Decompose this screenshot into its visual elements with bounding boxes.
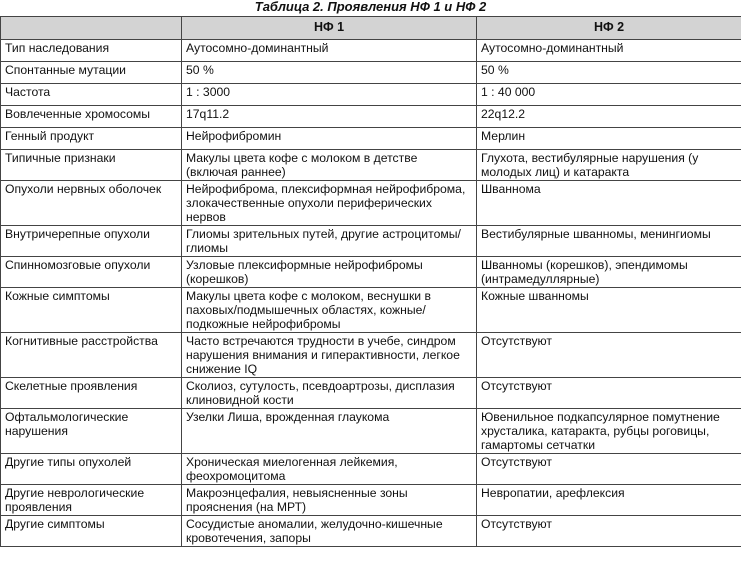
table-row (1, 333, 741, 378)
feature-cell: Спонтанные мутации (1, 62, 182, 84)
nf2-cell: Мерлин (477, 128, 741, 150)
nf1-cell: Глиомы зрительных путей, другие астроцитомы/глиомы (182, 226, 477, 257)
feature-cell: Другие симптомы (1, 516, 182, 547)
nf2-cell: Глухота, вестибулярные нарушения (у молодых лиц) и катаракта (477, 150, 741, 181)
table-row (1, 288, 741, 333)
nf1-cell: 50 % (182, 62, 477, 84)
feature-cell: Внутричерепные опухоли (1, 226, 182, 257)
nf1-cell: Аутосомно-доминантный (182, 40, 477, 62)
table-row (1, 226, 741, 257)
nf2-cell: Шваннома (477, 181, 741, 226)
table-row (1, 516, 741, 547)
table-row (1, 84, 741, 106)
feature-cell: Частота (1, 84, 182, 106)
table-row (1, 40, 741, 62)
table-header-row (1, 17, 741, 40)
table-row (1, 62, 741, 84)
table-row (1, 106, 741, 128)
header-feature (1, 17, 182, 40)
feature-cell: Кожные симптомы (1, 288, 182, 333)
nf1-cell: Макулы цвета кофе с молоком, веснушки в паховых/подмышечных областях, кожные/подкожные нейрофибромы (182, 288, 477, 333)
nf2-cell: Вестибулярные шванномы, менингиомы (477, 226, 741, 257)
nf2-cell: Аутосомно-доминантный (477, 40, 741, 62)
table-row (1, 257, 741, 288)
nf2-cell: Ювенильное подкапсулярное помутнение хрусталика, катаракта, рубцы роговицы, гамартомы сетчатки (477, 409, 741, 454)
nf1-cell: Часто встречаются трудности в учебе, синдром нарушения внимания и гиперактивности, легкое снижение IQ (182, 333, 477, 378)
nf1-cell: 1 : 3000 (182, 84, 477, 106)
nf1-cell: Сосудистые аномалии, желудочно-кишечные кровотечения, запоры (182, 516, 477, 547)
feature-cell: Генный продукт (1, 128, 182, 150)
nf2-cell: Невропатии, арефлексия (477, 485, 741, 516)
nf2-cell: 1 : 40 000 (477, 84, 741, 106)
table-row (1, 409, 741, 454)
table-row (1, 378, 741, 409)
feature-cell: Тип наследования (1, 40, 182, 62)
feature-cell: Скелетные проявления (1, 378, 182, 409)
table-caption: Таблица 2. Проявления НФ 1 и НФ 2 (254, 0, 487, 14)
nf1-cell: Сколиоз, сутулость, псевдоартрозы, дисплазия клиновидной кости (182, 378, 477, 409)
nf2-cell: Отсутствуют (477, 454, 741, 485)
nf1-cell: 17q11.2 (182, 106, 477, 128)
feature-cell: Спинномозговые опухоли (1, 257, 182, 288)
nf2-cell: 50 % (477, 62, 741, 84)
table-row (1, 128, 741, 150)
nf1-cell: Узловые плексиформные нейрофибромы (корешков) (182, 257, 477, 288)
feature-cell: Вовлеченные хромосомы (1, 106, 182, 128)
feature-cell: Типичные признаки (1, 150, 182, 181)
feature-cell: Опухоли нервных оболочек (1, 181, 182, 226)
nf1-cell: Макулы цвета кофе с молоком в детстве (включая раннее) (182, 150, 477, 181)
manifestations-table (0, 16, 741, 547)
nf2-cell: Шванномы (корешков), эпендимомы (интрамедуллярные) (477, 257, 741, 288)
nf1-cell: Узелки Лиша, врожденная глаукома (182, 409, 477, 454)
nf1-cell: Нейрофиброма, плексиформная нейрофиброма, злокачественные опухоли периферических нервов (182, 181, 477, 226)
table-row (1, 454, 741, 485)
table-row (1, 181, 741, 226)
nf1-cell: Хроническая миелогенная лейкемия, феохромоцитома (182, 454, 477, 485)
nf2-cell: Отсутствуют (477, 378, 741, 409)
header-nf2: НФ 2 (477, 17, 741, 40)
feature-cell: Когнитивные расстройства (1, 333, 182, 378)
table-row (1, 485, 741, 516)
header-nf1: НФ 1 (182, 17, 477, 40)
feature-cell: Другие неврологические проявления (1, 485, 182, 516)
nf2-cell: Кожные шванномы (477, 288, 741, 333)
nf2-cell: 22q12.2 (477, 106, 741, 128)
feature-cell: Другие типы опухолей (1, 454, 182, 485)
nf1-cell: Нейрофибромин (182, 128, 477, 150)
nf2-cell: Отсутствуют (477, 333, 741, 378)
feature-cell: Офтальмологические нарушения (1, 409, 182, 454)
nf1-cell: Макроэнцефалия, невыясненные зоны прояснения (на МРТ) (182, 485, 477, 516)
nf2-cell: Отсутствуют (477, 516, 741, 547)
table-row (1, 150, 741, 181)
